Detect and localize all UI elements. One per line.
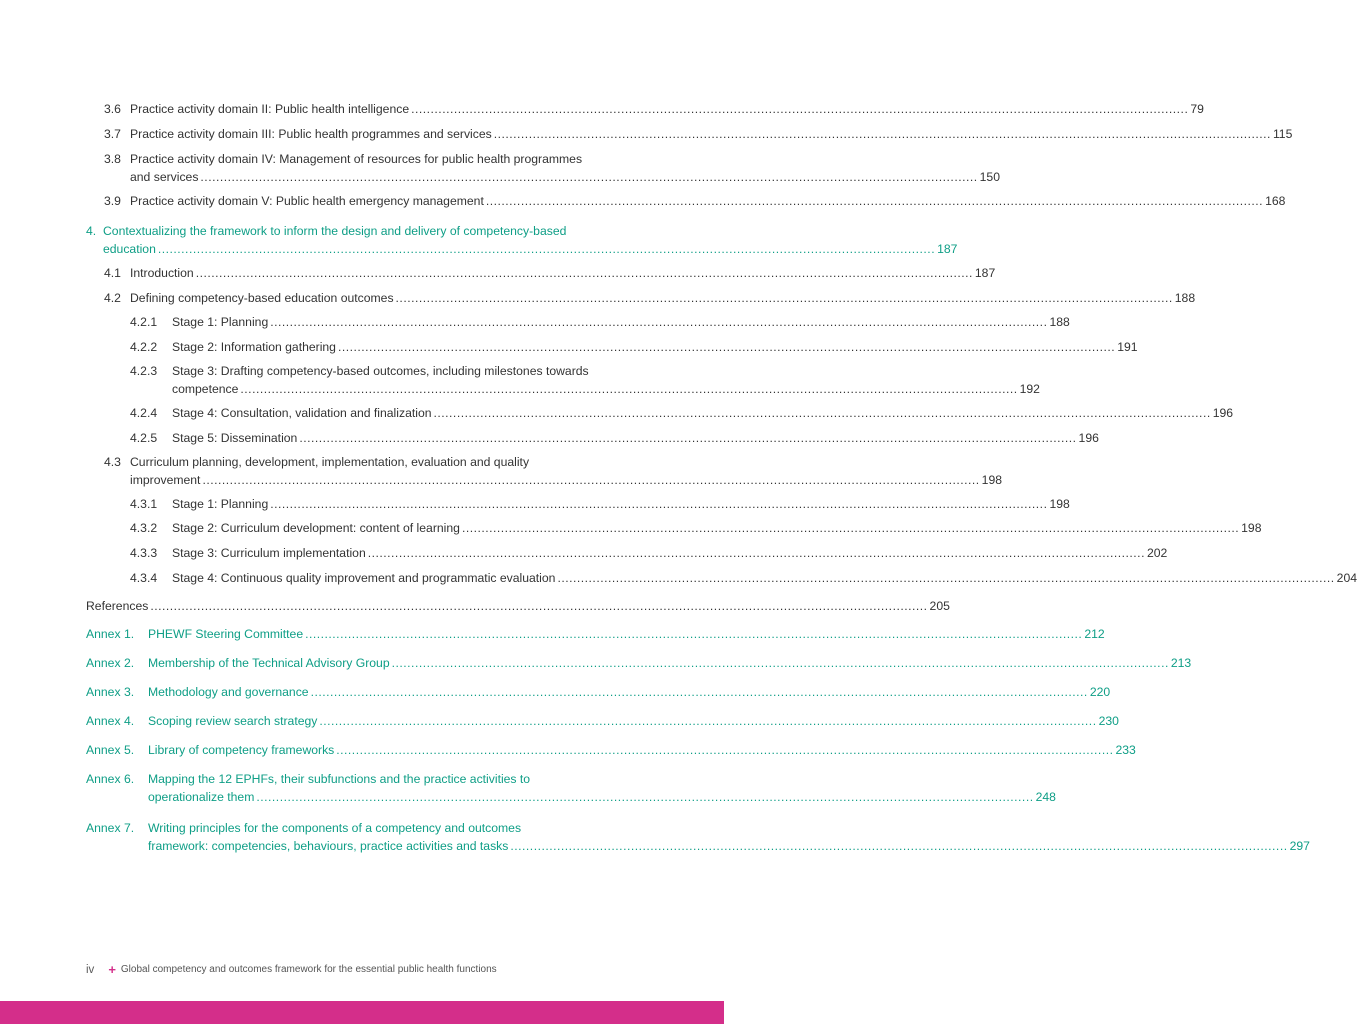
toc-entry-title: Stage 3: Curriculum implementation [172, 546, 366, 560]
toc-entry-title-line1: Contextualizing the framework to inform the design and delivery of competency-based [103, 224, 567, 238]
toc-entry-number: 4.3.1 [130, 497, 158, 511]
toc-entry-annex-3[interactable] [86, 683, 1111, 701]
toc-entry-title: Membership of the Technical Advisory Group [148, 656, 390, 670]
toc-entry-number: 4.2.3 [130, 364, 158, 378]
toc-entry-title: Stage 1: Planning [172, 315, 269, 329]
leader-dots: ........................................................................................................................................................................................................ [195, 266, 973, 280]
leader-dots: ........................................................................................................................................................................................................ [270, 315, 1048, 329]
toc-entry-title-line1: Stage 3: Drafting competency-based outcomes, including milestones towards [172, 364, 589, 378]
toc-entry-4-2-5[interactable] [130, 429, 1099, 447]
toc-entry-page: 202 [1146, 546, 1168, 560]
leader-dots: ........................................................................................................................................................................................................ [256, 790, 1034, 804]
toc-entry-title-line1: Practice activity domain IV: Management of resources for public health programmes [130, 152, 583, 166]
toc-entry-number: 4.2.1 [130, 315, 158, 329]
toc-entry-title: operationalize them [148, 790, 255, 804]
toc-entry-page: 188 [1174, 291, 1196, 305]
toc-entry-page: 150 [979, 170, 1000, 184]
page-footer [86, 963, 497, 977]
toc-entry-page: 115 [1272, 127, 1293, 141]
toc-entry-4-3-2[interactable] [130, 519, 1262, 537]
toc-entry-title: Methodology and governance [148, 685, 309, 699]
toc-entry-4-2-1[interactable] [130, 313, 1070, 331]
toc-entry-4-3-1[interactable] [130, 495, 1070, 513]
toc-entry-number: 4. [86, 224, 97, 238]
leader-dots: ........................................................................................................................................................................................................ [319, 714, 1097, 728]
leader-dots: ........................................................................................................................................................................................................ [485, 194, 1264, 208]
plus-icon: + [108, 962, 116, 977]
leader-dots: ........................................................................................................................................................................................................ [305, 627, 1083, 641]
toc-entry-page: 188 [1049, 315, 1070, 329]
leader-dots: ........................................................................................................................................................................................................ [493, 127, 1271, 141]
toc-entry-page: 248 [1035, 790, 1056, 804]
toc-entry-page: 212 [1084, 627, 1105, 641]
toc-entry-page: 205 [929, 599, 950, 613]
toc-entry-4-1[interactable] [104, 264, 996, 282]
toc-entry-number: 4.2.4 [130, 406, 158, 420]
toc-entry-page: 213 [1170, 656, 1192, 670]
leader-dots: ........................................................................................................................................................................................................ [461, 521, 1240, 535]
toc-entry-title: Practice activity domain II: Public health intelligence [130, 102, 410, 116]
toc-entry-title: Stage 4: Consultation, validation and finalization [172, 406, 432, 420]
toc-entry-number: Annex 1. [86, 627, 135, 641]
footer-color-bar [0, 1001, 724, 1024]
leader-dots: ........................................................................................................................................................................................................ [336, 743, 1114, 757]
toc-entry-4-3-3[interactable] [130, 544, 1168, 562]
toc-entry-number: Annex 6. [86, 772, 135, 786]
toc-entry-4-2-2[interactable] [130, 338, 1138, 356]
toc-entry-number: Annex 5. [86, 743, 135, 757]
toc-entry-number: Annex 3. [86, 685, 135, 699]
toc-entry-title-line1: Writing principles for the components of a competency and outcomes [148, 821, 522, 835]
toc-entry-title: and services [130, 170, 199, 184]
toc-entry-annex-6[interactable] [86, 770, 1056, 806]
toc-entry-annex-5[interactable] [86, 741, 1136, 759]
toc-entry-page: 198 [981, 473, 1003, 487]
leader-dots: ........................................................................................................................................................................................................ [240, 382, 1018, 396]
toc-entry-page: 233 [1115, 743, 1136, 757]
toc-entry-title: competence [172, 382, 239, 396]
toc-entry-4[interactable] [86, 222, 958, 258]
leader-dots: ........................................................................................................................................................................................................ [299, 431, 1077, 445]
toc-entry-page: 198 [1241, 521, 1262, 535]
toc-entry-page: 196 [1078, 431, 1099, 445]
leader-dots: ........................................................................................................................................................................................................ [411, 102, 1189, 116]
leader-dots: ........................................................................................................................................................................................................ [557, 571, 1335, 585]
toc-entry-title: Scoping review search strategy [148, 714, 318, 728]
toc-entry-title: Stage 2: Curriculum development: content of learning [172, 521, 460, 535]
toc-entry-3-9[interactable] [104, 192, 1286, 210]
leader-dots: ........................................................................................................................................................................................................ [391, 656, 1169, 670]
toc-entry-page: 297 [1289, 839, 1310, 853]
toc-entry-4-2-4[interactable] [130, 404, 1234, 422]
leader-dots: ........................................................................................................................................................................................................ [310, 685, 1088, 699]
toc-entry-number: 3.7 [104, 127, 121, 141]
toc-entry-title: framework: competencies, behaviours, practice activities and tasks [148, 839, 509, 853]
toc-entry-number: 4.2 [104, 291, 121, 305]
toc-entry-title: Stage 1: Planning [172, 497, 269, 511]
toc-entry-4-3-4[interactable] [130, 569, 1357, 587]
toc-entry-3-7[interactable] [104, 125, 1293, 143]
toc-entry-annex-7[interactable] [86, 819, 1310, 855]
toc-entry-annex-2[interactable] [86, 654, 1192, 672]
leader-dots: ........................................................................................................................................................................................................ [395, 291, 1173, 305]
toc-entry-annex-4[interactable] [86, 712, 1119, 730]
toc-entry-page: 187 [974, 266, 996, 280]
toc-entry-title: improvement [130, 473, 201, 487]
toc-entry-page: 192 [1019, 382, 1040, 396]
toc-entry-page: 220 [1089, 685, 1111, 699]
toc-entry-number: Annex 4. [86, 714, 135, 728]
toc-entry-number: 4.2.5 [130, 431, 158, 445]
toc-entry-annex-1[interactable] [86, 625, 1105, 643]
toc-entry-title-line1: Mapping the 12 EPHFs, their subfunctions and the practice activities to [148, 772, 531, 786]
toc-entry-4-2[interactable] [104, 289, 1196, 307]
toc-entry-page: 79 [1190, 102, 1204, 116]
toc-entry-title: References [86, 599, 149, 613]
toc-entry-number: 3.8 [104, 152, 121, 166]
toc-entry-number: Annex 2. [86, 656, 135, 670]
toc-entry-title: Introduction [130, 266, 194, 280]
footer-title: Global competency and outcomes framework for the essential public health functions [120, 964, 497, 975]
leader-dots: ........................................................................................................................................................................................................ [510, 839, 1288, 853]
leader-dots: ........................................................................................................................................................................................................ [200, 170, 978, 184]
toc-entry-number: 3.6 [104, 102, 121, 116]
toc-entry-page: 198 [1049, 497, 1070, 511]
toc-entry-page: 187 [937, 242, 958, 256]
toc-entry-page: 191 [1117, 340, 1138, 354]
leader-dots: ........................................................................................................................................................................................................ [367, 546, 1145, 560]
leader-dots: ........................................................................................................................................................................................................ [157, 242, 936, 256]
toc-entry-references[interactable] [86, 597, 950, 615]
leader-dots: ........................................................................................................................................................................................................ [150, 599, 928, 613]
toc-entry-number: 4.3 [104, 455, 121, 469]
toc-entry-page: 230 [1098, 714, 1119, 728]
toc-entry-3-8[interactable] [104, 150, 1000, 186]
toc-entry-title: Practice activity domain III: Public health programmes and services [130, 127, 492, 141]
toc-entry-4-2-3[interactable] [130, 362, 1040, 398]
leader-dots: ........................................................................................................................................................................................................ [433, 406, 1211, 420]
toc-entry-title: PHEWF Steering Committee [148, 627, 304, 641]
toc-entry-title: Practice activity domain V: Public health emergency management [130, 194, 484, 208]
toc-entry-number: 4.3.4 [130, 571, 158, 585]
leader-dots: ........................................................................................................................................................................................................ [202, 473, 980, 487]
toc-entry-4-3[interactable] [104, 453, 1003, 489]
toc-entry-page: 204 [1336, 571, 1357, 585]
toc-entry-number: 3.9 [104, 194, 121, 208]
toc-entry-title: Stage 4: Continuous quality improvement and programmatic evaluation [172, 571, 556, 585]
toc-entry-number: 4.2.2 [130, 340, 158, 354]
toc-entry-3-6[interactable] [104, 100, 1204, 118]
leader-dots: ........................................................................................................................................................................................................ [337, 340, 1116, 354]
toc-entry-number: Annex 7. [86, 821, 135, 835]
toc-entry-number: 4.3.2 [130, 521, 158, 535]
toc-entry-page: 196 [1212, 406, 1234, 420]
toc-entry-number: 4.3.3 [130, 546, 158, 560]
toc-entry-title: Stage 2: Information gathering [172, 340, 336, 354]
toc-entry-number: 4.1 [104, 266, 121, 280]
leader-dots: ........................................................................................................................................................................................................ [270, 497, 1048, 511]
toc-entry-title: education [103, 242, 156, 256]
footer-page-number: iv [86, 964, 95, 976]
toc-entry-title: Stage 5: Dissemination [172, 431, 298, 445]
toc-entry-title: Defining competency-based education outcomes [130, 291, 394, 305]
toc-entry-page: 168 [1265, 194, 1286, 208]
toc-entry-title-line1: Curriculum planning, development, implementation, evaluation and quality [130, 455, 530, 469]
toc-entry-title: Library of competency frameworks [148, 743, 335, 757]
